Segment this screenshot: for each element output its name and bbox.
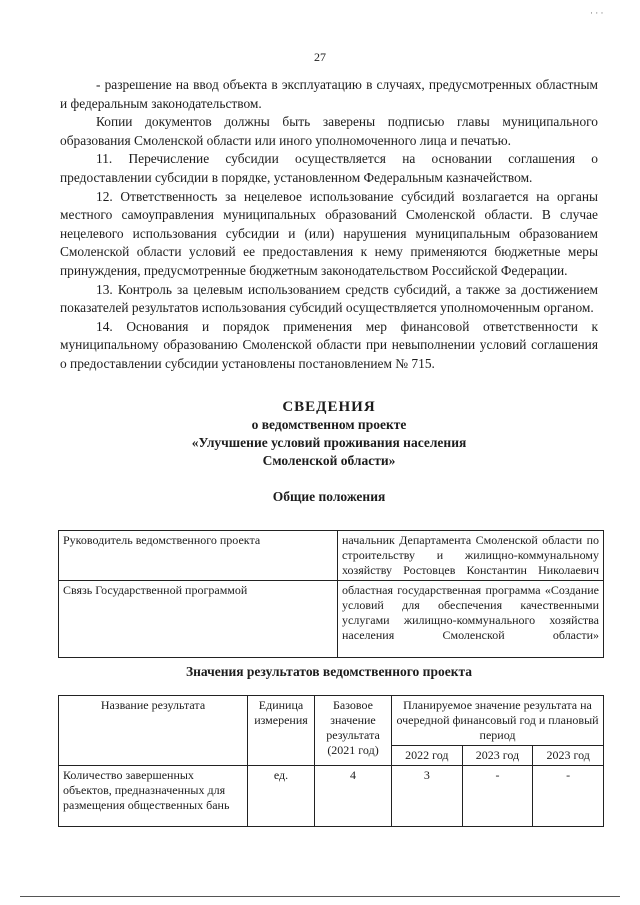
project-heading xyxy=(60,398,598,470)
scan-bottom-edge xyxy=(20,896,620,897)
table-row xyxy=(59,581,604,658)
result-2023b-cell: - xyxy=(533,766,604,827)
page-number: 27 xyxy=(314,50,326,64)
heading-line4: Смоленской области» xyxy=(262,452,396,468)
general-provisions-table xyxy=(58,530,604,658)
result-unit-cell: ед. xyxy=(248,766,315,827)
paragraph-13: 13. Контроль за целевым использованием средств субсидий, а также за достижением показателей результатов использования субсидий осуществляется уполномоченным органом. xyxy=(60,281,598,316)
general-label-program: Связь Государственной программой xyxy=(59,581,338,658)
heading-line2: о ведомственном проекте xyxy=(251,416,407,432)
paragraph-permit: - разрешение на ввод объекта в эксплуатацию в случаях, предусмотренных областным и федеральным законодательством. xyxy=(60,77,598,111)
general-label-head: Руководитель ведомственного проекта xyxy=(59,531,338,581)
section-results-title: Значения результатов ведомственного проекта xyxy=(185,664,473,679)
paragraph-12: 12. Ответственность за нецелевое использование субсидий возлагается на органы местного самоуправления муниципальных образований Смоленской области. В случае нецелевого использования субсидии и (или) нарушения муниципальным образованием Смоленской области условий ее предоставления к нему применяются бюджетные меры принуждения, предусмотренные бюджетным законодательством Российской Федерации. xyxy=(60,188,598,278)
header-base-value: Базовое значение результата (2021 год) xyxy=(315,696,392,766)
header-year-2022: 2022 год xyxy=(392,746,463,766)
result-base-cell: 4 xyxy=(315,766,392,827)
result-2022-cell: 3 xyxy=(392,766,463,827)
result-2023a-cell: - xyxy=(462,766,533,827)
table-row xyxy=(59,531,604,581)
table-header-row xyxy=(59,696,604,746)
paragraph-14: 14. Основания и порядок применения мер финансовой ответственности к муниципальному образованию Смоленской области при невыполнении условий соглашения о предоставлении субсидии установлены постановлением № 715. xyxy=(60,318,598,371)
paragraph-11: 11. Перечисление субсидии осуществляется на основании соглашения о предоставлении субсидии в порядке, установленном Федеральным казначейством. xyxy=(60,151,598,185)
heading-svedeniya: СВЕДЕНИЯ xyxy=(282,398,376,415)
header-result-name: Название результата xyxy=(59,696,248,766)
result-name-cell: Количество завершенных объектов, предназначенных для размещения общественных бань xyxy=(59,766,248,827)
table-row xyxy=(59,766,604,827)
general-value-head: начальник Департамента Смоленской области по строительству и жилищно-коммунальному хозяйству Ростовцев Константин Николаевич xyxy=(338,531,604,581)
header-year-2023b: 2023 год xyxy=(533,746,604,766)
results-table xyxy=(58,695,604,827)
section-general-title: Общие положения xyxy=(272,488,386,504)
header-unit: Единица измерения xyxy=(248,696,315,766)
scan-artifact: · · · xyxy=(590,8,604,18)
document-body xyxy=(60,76,598,506)
header-year-2023a: 2023 год xyxy=(462,746,533,766)
heading-line3: «Улучшение условий проживания населения xyxy=(191,434,467,450)
general-value-program: областная государственная программа «Создание условий для обеспечения качественными услугами жилищно-коммунального хозяйства населения Смоленской области» xyxy=(338,581,604,658)
header-planned: Планируемое значение результата на очередной финансовый год и плановый период xyxy=(392,696,604,746)
paragraph-copies: Копии документов должны быть заверены подписью главы муниципального образования Смоленской области или иного уполномоченного лица и печатью. xyxy=(60,114,598,148)
